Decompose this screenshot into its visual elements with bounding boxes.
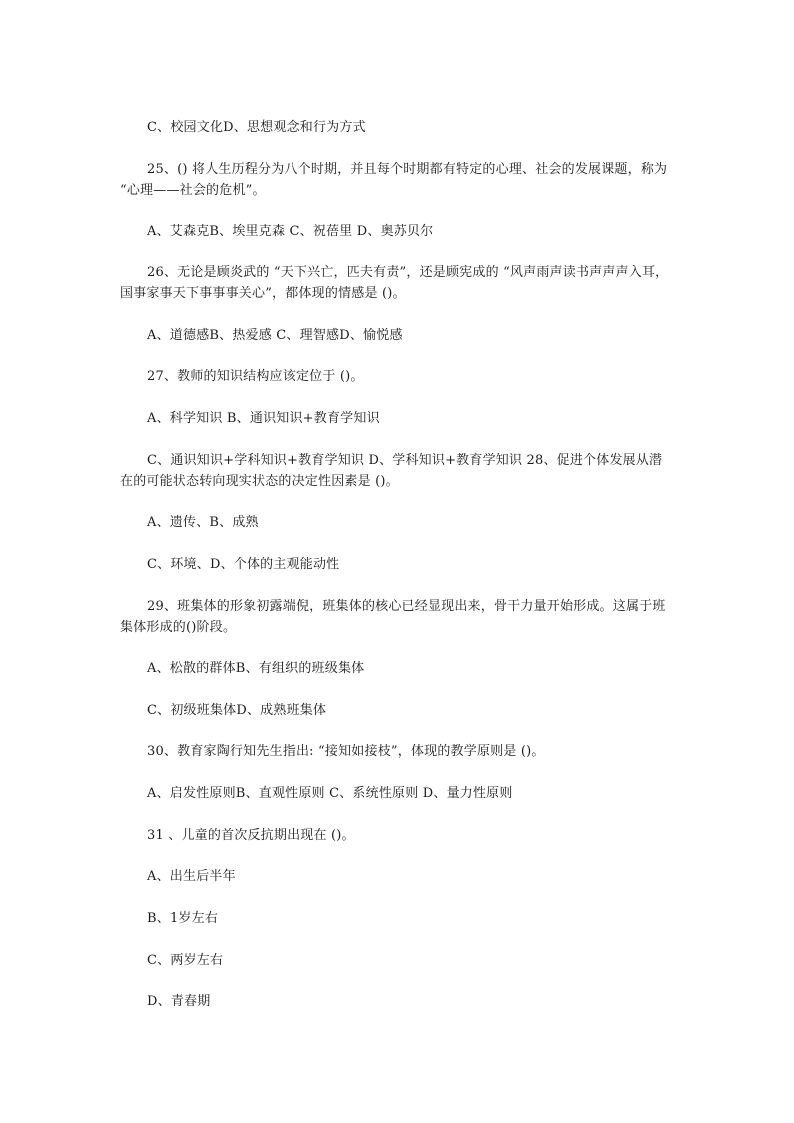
option-31-a: A、出生后半年 bbox=[147, 869, 236, 884]
option-31-d: D、青春期 bbox=[147, 994, 211, 1009]
option-31-c: C、两岁左右 bbox=[147, 953, 224, 968]
question-25: 25、() 将人生历程分为八个时期，并且每个时期都有特定的心理、社会的发展课题，称为 “心理——社会的危机”。 bbox=[120, 162, 668, 198]
option-line-27-ab: A、科学知识 B、通识知识+教育学知识 bbox=[147, 411, 380, 426]
option-line-24-cd: C、校园文化D、思想观念和行为方式 bbox=[147, 120, 366, 135]
option-line-25: A、艾森克B、埃里克森 C、祝蓓里 D、奥苏贝尔 bbox=[147, 224, 434, 239]
option-line-29-ab: A、松散的群体B、有组织的班级集体 bbox=[147, 661, 365, 676]
question-31: 31 、儿童的首次反抗期出现在 ()。 bbox=[147, 828, 355, 843]
question-27: 27、教师的知识结构应该定位于 ()。 bbox=[147, 369, 364, 384]
question-30: 30、教育家陶行知先生指出: “接知如接枝”，体现的教学原则是 ()。 bbox=[147, 744, 545, 759]
option-line-29-cd: C、初级班集体D、成熟班集体 bbox=[147, 703, 327, 718]
option-line-28-cd: C、环境、D、个体的主观能动性 bbox=[147, 557, 340, 572]
option-31-b: B、1岁左右 bbox=[147, 911, 219, 926]
question-29: 29、班集体的形象初露端倪，班集体的核心已经显现出来，骨干力量开始形成。这属于班集体形成的()阶段。 bbox=[120, 599, 666, 635]
question-26: 26、无论是顾炎武的 “天下兴亡，匹夫有责”，还是顾宪成的 “风声雨声读书声声声入耳，国事家事天下事事事关心”，都体现的情感是 ()。 bbox=[120, 265, 669, 301]
option-line-26: A、道德感B、热爱感 C、理智感D、愉悦感 bbox=[147, 328, 403, 343]
option-line-28-ab: A、遗传、B、成熟 bbox=[147, 515, 259, 530]
option-line-30: A、启发性原则B、直观性原则 C、系统性原则 D、量力性原则 bbox=[147, 786, 513, 801]
option-line-27-cd-question-28: C、通识知识+学科知识+教育学知识 D、学科知识+教育学知识 28、促进个体发展从潜在的可能状态转向现实状态的决定性因素是 ()。 bbox=[120, 453, 663, 489]
